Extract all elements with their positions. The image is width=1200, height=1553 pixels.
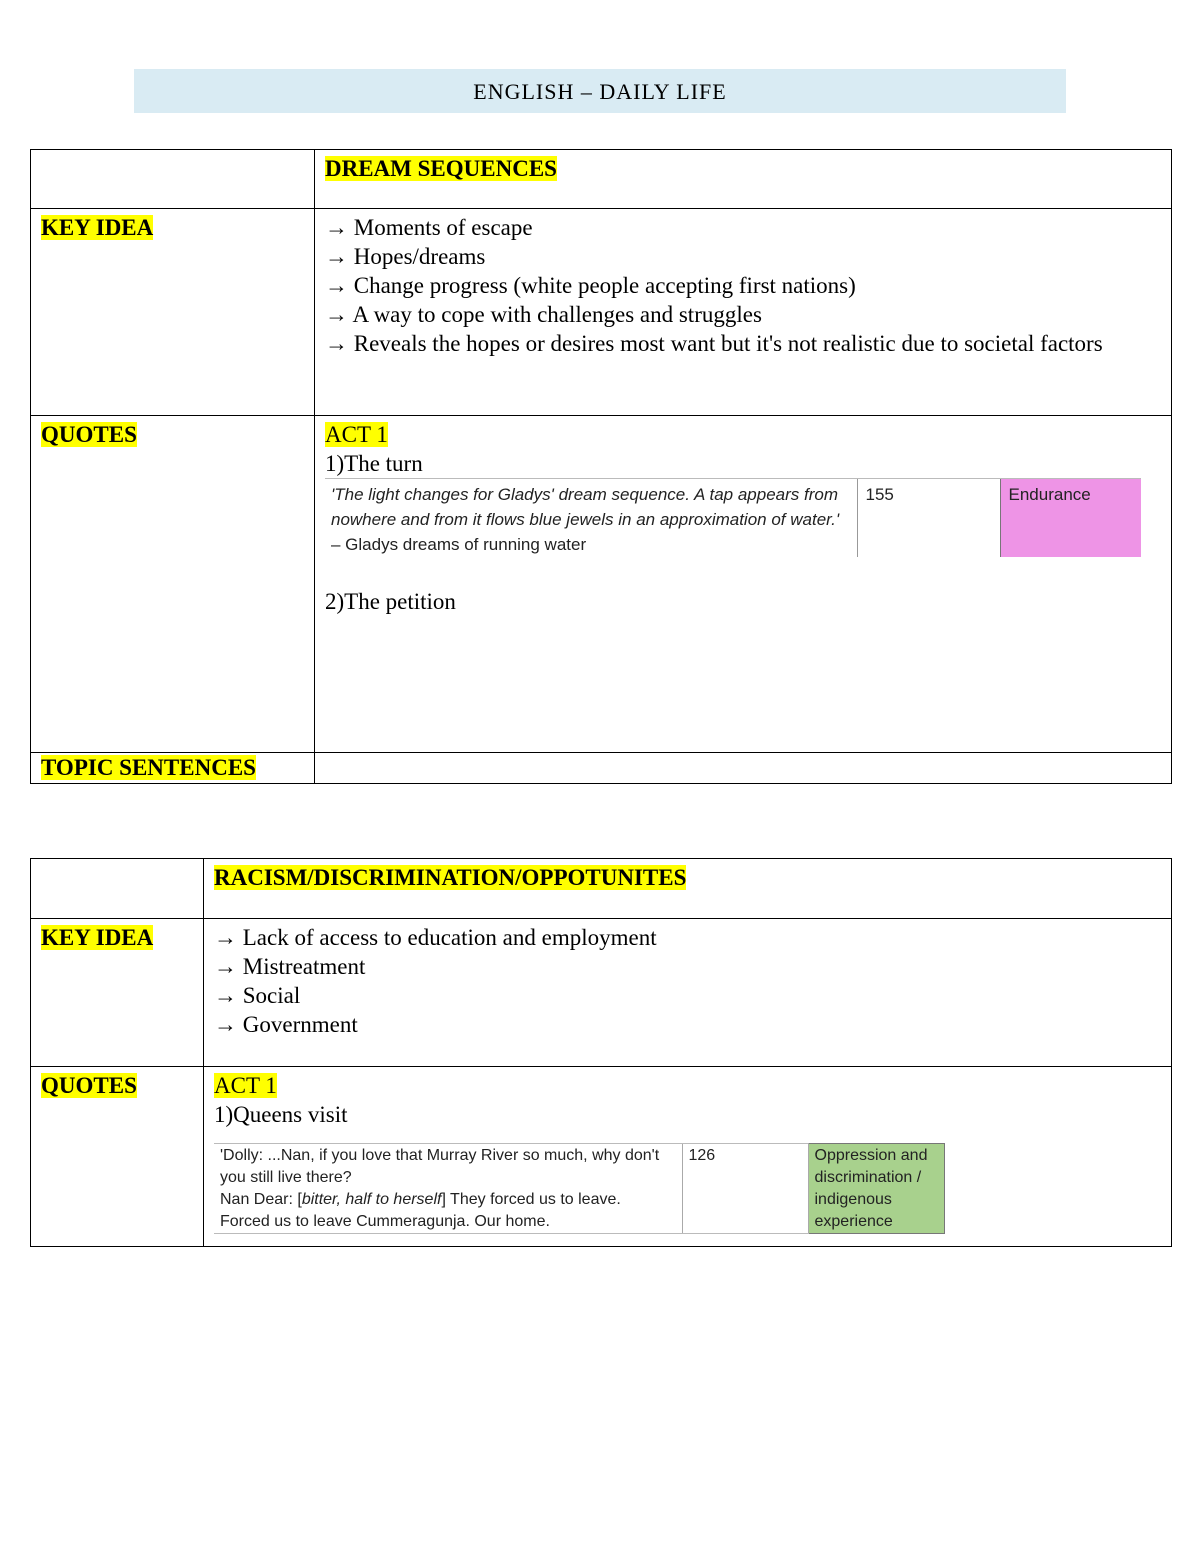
- quote-plain: – Gladys dreams of running water: [331, 535, 587, 554]
- topic-sentences-cell: [315, 753, 1172, 784]
- quote-subheading: 2)The petition: [325, 589, 456, 614]
- quote-fragment: ] They forced us to leave.: [441, 1191, 621, 1208]
- quote-subheading: 1)Queens visit: [214, 1102, 348, 1127]
- key-idea-item: → Mistreatment: [214, 954, 366, 979]
- section-heading: DREAM SEQUENCES: [325, 156, 557, 181]
- act-label: ACT 1: [214, 1073, 277, 1098]
- key-idea-item: → Hopes/dreams: [325, 244, 486, 269]
- quote-subheading: 1)The turn: [325, 451, 423, 476]
- quote-page: 126: [682, 1144, 808, 1234]
- key-idea-label: KEY IDEA: [41, 925, 154, 950]
- quotes-label: QUOTES: [41, 422, 137, 447]
- quote-table: [214, 1143, 945, 1234]
- quote-text: [214, 1144, 682, 1234]
- quotes-cell: [315, 416, 1172, 753]
- quotes-cell: [204, 1067, 1172, 1247]
- section-heading-cell: [204, 859, 1172, 919]
- header-empty-cell: [31, 859, 204, 919]
- racism-table: [30, 858, 1172, 1247]
- key-idea-label-cell: [31, 919, 204, 1067]
- quote-page: 155: [857, 479, 1000, 558]
- quote-table: [325, 478, 1141, 557]
- key-idea-item: → Reveals the hopes or desires most want but it's not realistic due to societal factors: [325, 331, 1103, 356]
- key-idea-item: → Government: [214, 1012, 358, 1037]
- key-idea-list: [315, 209, 1172, 416]
- topic-sentences-label: TOPIC SENTENCES: [41, 755, 256, 780]
- key-idea-label: KEY IDEA: [41, 215, 154, 240]
- quotes-label-cell: [31, 416, 315, 753]
- quote-theme: Oppression and discrimination / indigenous experience: [808, 1144, 944, 1234]
- section-heading: RACISM/DISCRIMINATION/OPPOTUNITES: [214, 865, 687, 890]
- act-label: ACT 1: [325, 422, 388, 447]
- quote-fragment: Nan Dear: [: [220, 1191, 302, 1208]
- page-title: ENGLISH – DAILY LIFE: [134, 69, 1066, 113]
- topic-label-cell: [31, 753, 315, 784]
- key-idea-item: → A way to cope with challenges and struggles: [325, 302, 762, 327]
- section-heading-cell: [315, 150, 1172, 209]
- header-empty-cell: [31, 150, 315, 209]
- key-idea-label-cell: [31, 209, 315, 416]
- stage-direction: bitter, half to herself: [301, 1191, 442, 1208]
- quote-theme: Endurance: [1000, 479, 1141, 558]
- key-idea-list: [204, 919, 1172, 1067]
- key-idea-item: → Lack of access to education and employment: [214, 925, 657, 950]
- key-idea-item: → Change progress (white people accepting first nations): [325, 273, 856, 298]
- key-idea-item: → Moments of escape: [325, 215, 533, 240]
- quote-line: [220, 1189, 676, 1211]
- quote-text: [325, 479, 857, 558]
- quote-line: 'Dolly: ...Nan, if you love that Murray River so much, why don't you still live there?: [220, 1147, 660, 1186]
- quote-line: Forced us to leave Cummeragunja. Our home.: [220, 1213, 550, 1230]
- quotes-label: QUOTES: [41, 1073, 137, 1098]
- quote-italic: 'The light changes for Gladys' dream sequence. A tap appears from nowhere and from it flows blue jewels in an approximation of water.': [331, 485, 840, 529]
- key-idea-item: → Social: [214, 983, 301, 1008]
- quotes-label-cell: [31, 1067, 204, 1247]
- dream-sequences-table: [30, 149, 1172, 784]
